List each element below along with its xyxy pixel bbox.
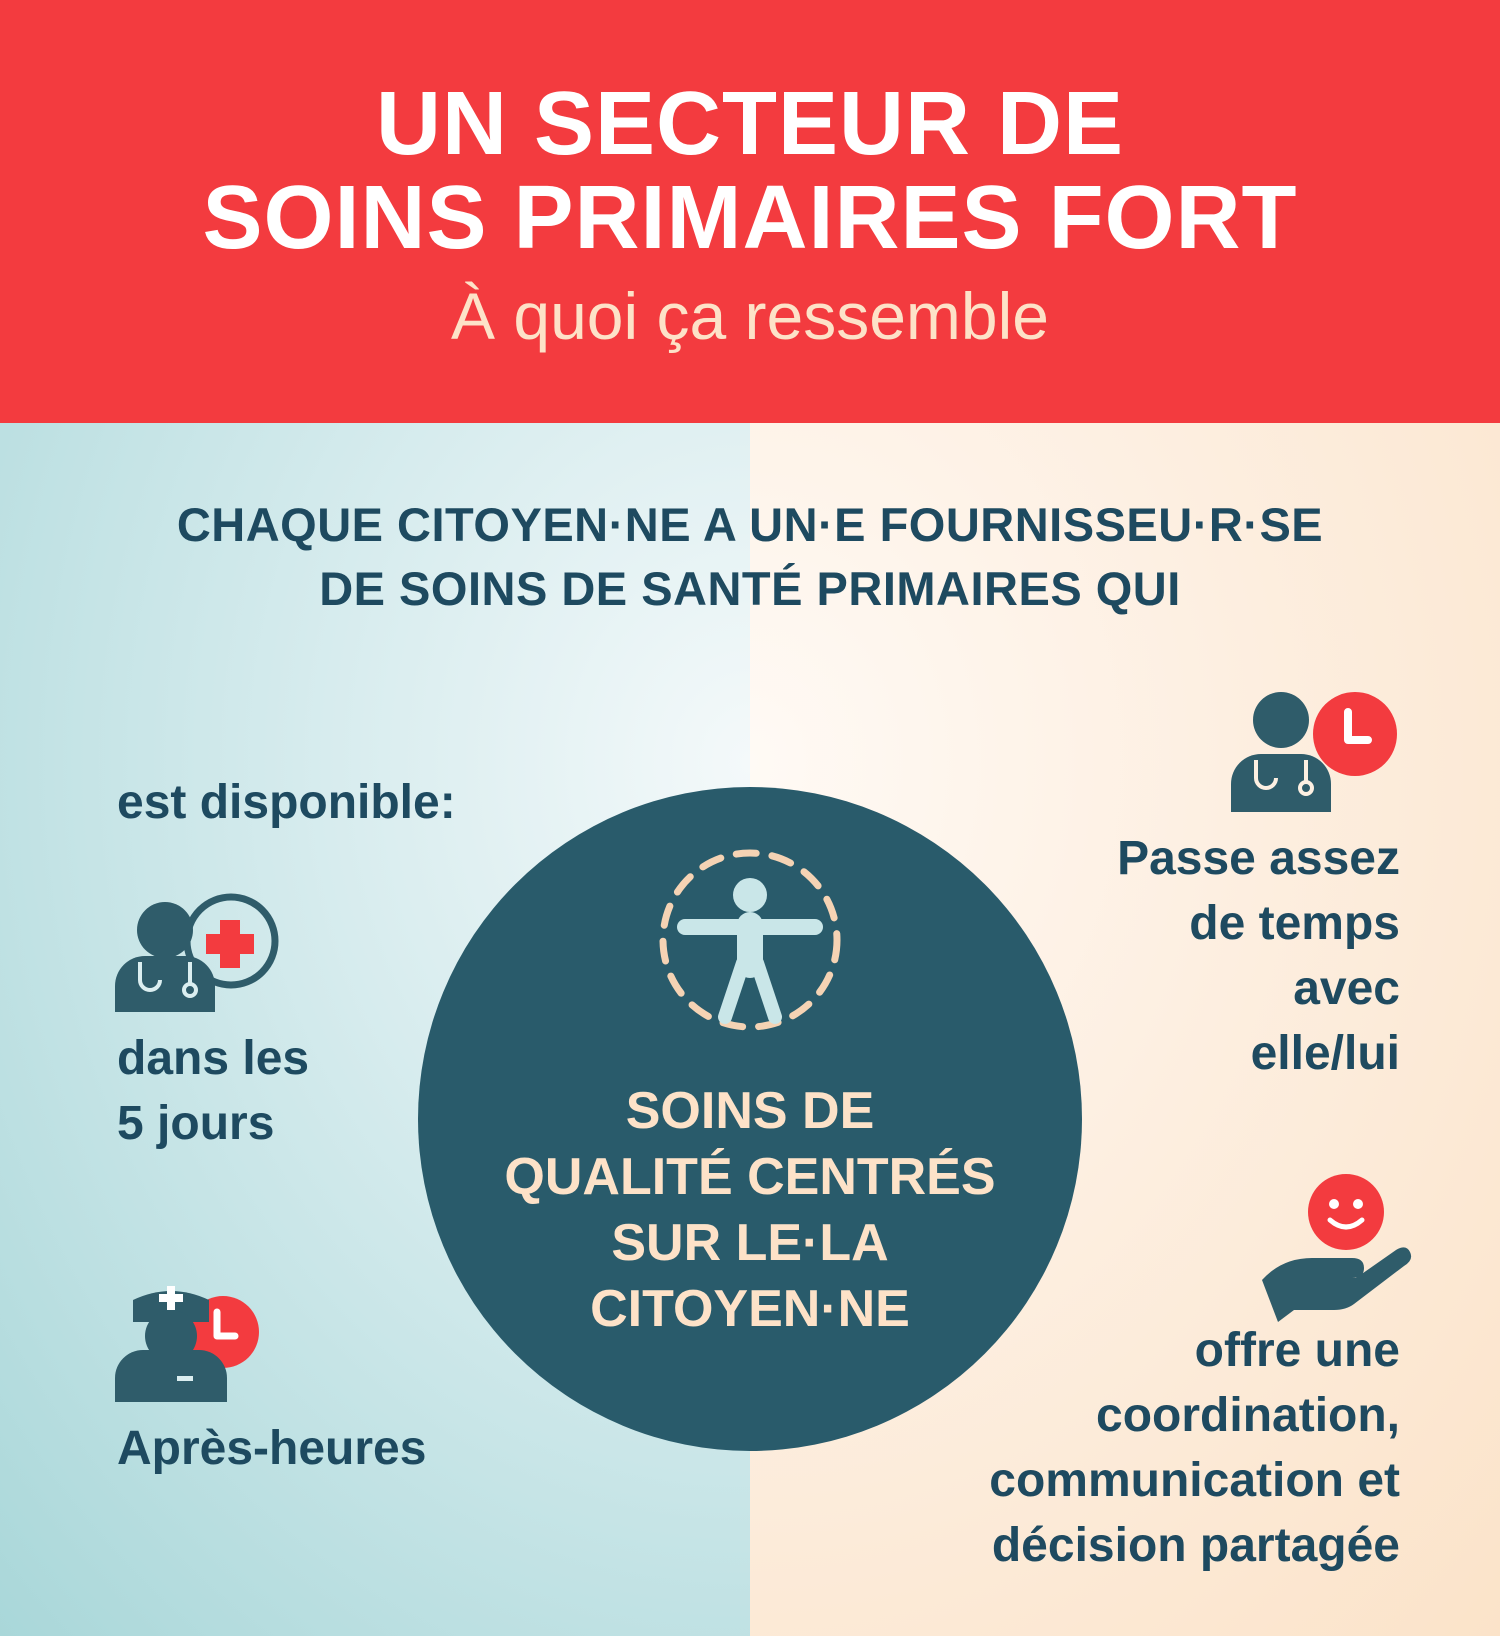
- center-text-line-2: QUALITÉ CENTRÉS: [504, 1148, 996, 1206]
- coordination-line-1: offre une: [1194, 1324, 1400, 1377]
- subtitle: À quoi ça ressemble: [451, 279, 1049, 353]
- person-circle-icon: [655, 845, 845, 1035]
- enough-time-line-2: de temps: [1189, 897, 1400, 950]
- intro-line-2: DE SOINS DE SANTÉ PRIMAIRES QUI: [319, 562, 1181, 615]
- doctor-clock-icon: [1228, 680, 1403, 815]
- enough-time-line-3: avec: [1293, 962, 1400, 1015]
- enough-time-line-4: elle/lui: [1250, 1027, 1400, 1080]
- header-banner: [0, 0, 1500, 423]
- coordination-line-4: décision partagée: [991, 1519, 1400, 1572]
- title-line-2: SOINS PRIMAIRES FORT: [202, 168, 1298, 268]
- title-line-1: UN SECTEUR DE: [375, 74, 1125, 174]
- center-text-line-3: SUR LE·LA: [611, 1214, 889, 1272]
- center-text-line-1: SOINS DE: [625, 1082, 875, 1140]
- availability-heading: est disponible:: [117, 776, 456, 829]
- nurse-clock-icon: [115, 1272, 265, 1407]
- hand-smile-icon: [1262, 1172, 1407, 1307]
- within-5-days-line-1: dans les: [117, 1032, 310, 1085]
- coordination-line-3: communication et: [989, 1454, 1400, 1507]
- center-text-line-4: CITOYEN·NE: [590, 1280, 910, 1338]
- coordination-line-2: coordination,: [1096, 1389, 1400, 1442]
- doctor-plus-icon: [110, 890, 280, 1020]
- enough-time-line-1: Passe assez: [1117, 832, 1400, 885]
- after-hours-label: Après-heures: [117, 1422, 427, 1475]
- intro-line-1: CHAQUE CITOYEN·NE A UN·E FOURNISSEU·R·SE: [176, 498, 1324, 551]
- within-5-days-line-2: 5 jours: [117, 1097, 275, 1150]
